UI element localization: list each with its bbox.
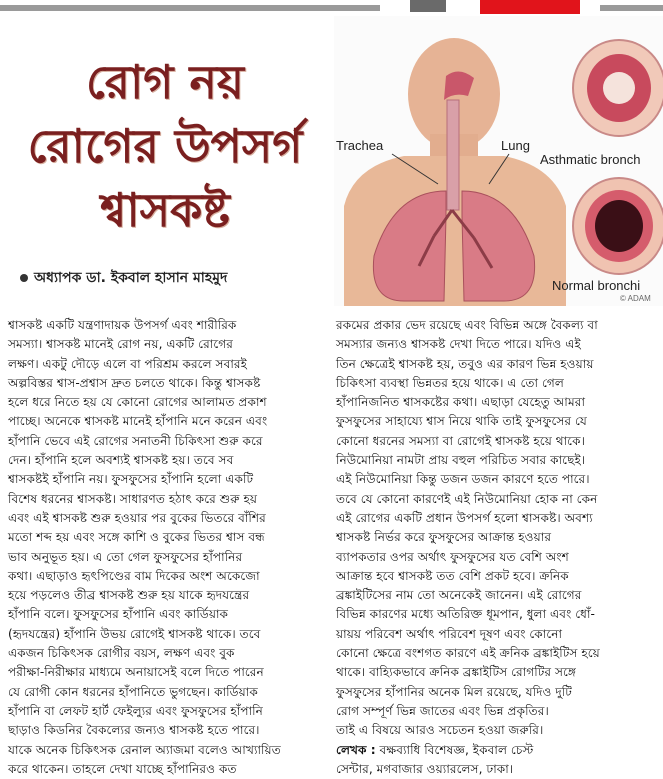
headline [0, 50, 330, 242]
page-number-block [410, 0, 446, 12]
body-line: কোনো ধরনের সমস্যা বা রোগেই শ্বাসকষ্ট হয়ে থাকে। [336, 433, 585, 448]
body-line: মতো শব্দ হয় এবং সঙ্গে কাশি ও বুকের ভিতর শ্বাস বন্ধ [8, 530, 265, 545]
body-line: তবে যে কোনো কারণেই এই নিউমোনিয়া হোক না কেন [336, 491, 598, 506]
body-line: যাকে অনেক চিকিৎসক রেনাল অ্যাজমা বলেও আখ্যায়িত [8, 742, 281, 757]
top-decorative-bar [0, 0, 663, 16]
body-line: শ্বাসকষ্ট নির্ভর করে ফুসফুসের আক্রান্ত হওয়ার [336, 530, 552, 545]
body-line: পরীক্ষা-নিরীক্ষার মাধ্যমে অনায়াসেই বলে দিতে পারেন [8, 665, 264, 680]
body-column-right [336, 316, 658, 779]
body-line: বিশেষ ধরনের শ্বাসকষ্ট। সাধারণত হঠাৎ করে শুরু হয় [8, 491, 258, 506]
author-note-line-1 [336, 741, 658, 760]
label-lung: Lung [501, 138, 530, 153]
body-line: তাই এ বিষয়ে আরও সচেতন হওয়া জরুরি। [336, 723, 544, 738]
top-stripe-right [600, 5, 663, 11]
body-line: পাচ্ছে। অনেকে শ্বাসকষ্ট মানেই হাঁপানি মনে করেন এবং [8, 414, 268, 429]
body-line: হাঁপানি ভেবে এই রোগের সনাতনী চিকিৎসা শুরু করে [8, 433, 263, 448]
body-line: করে থাকেন। তাহলে দেখা যাচ্ছে হাঁপানিরও কত [8, 761, 237, 776]
label-normal-bronchi: Normal bronchi [552, 278, 641, 293]
body-line: কোনো ক্ষেত্রে বংশগত কারণে এই ক্রনিক ব্রঙ্কাইটিস হয়ে [336, 646, 600, 661]
body-line: য়ায়য় পরিবেশ অর্থাৎ পরিবেশ দূষণ এবং কোনো [336, 626, 563, 641]
body-line: যে রোগী কোন ধরনের হাঁপানিতে ভুগছেন। কার্ডিয়াক [8, 684, 258, 699]
body-line: হয়ে পড়লেও তীব্র শ্বাসকষ্ট শুরু হয় যাকে হৃদযন্ত্রের [8, 588, 250, 603]
body-line: থাকে। বাহ্যিকভাবে ক্রনিক ব্রঙ্কাইটিস রোগটির সঙ্গে [336, 665, 576, 680]
body-line: নিউমোনিয়া নামটা প্রায় বহুল পরিচিত সবার কাছেই। [336, 453, 586, 468]
body-line: ব্যাপকতার ওপর অর্থাৎ ফুসফুসের যত বেশি অংশ [336, 549, 569, 564]
author-name: অধ্যাপক ডা. ইকবাল হাসান মাহমুদ [34, 270, 228, 286]
body-line: একজন চিকিৎসক রোগীর বয়স, লক্ষণ এবং বুক [8, 646, 235, 661]
body-line: কথা। এছাড়াও হৃৎপিণ্ডের বাম দিকের অংশ অকেজো [8, 568, 260, 583]
body-line: সমস্যা। শ্বাসকষ্ট মানেই রোগ নয়, একটি রোগের [8, 337, 233, 352]
body-line: ভাব অনুভূত হয়। এ তো গেল ফুসফুসের হাঁপানির [8, 549, 243, 564]
body-line: হাঁপানি বলে। ফুসফুসের হাঁপানি এবং কার্ডিয়াক [8, 607, 229, 622]
body-line: আক্রান্ত হবে শ্বাসকষ্ট তত বেশি প্রকট হবে। ক্রনিক [336, 568, 569, 583]
top-stripe-left [0, 5, 380, 11]
body-line: লক্ষণ। একটু দৌড়ে এলে বা পরিশ্রম করলে সবারই [8, 356, 247, 371]
body-line: ব্রঙ্কাইটিসের নাম তো অনেকেই জানেন। এই রোগের [336, 588, 582, 603]
body-line: (হৃদযন্ত্রের) হাঁপানি উভয় রোগেই শ্বাসকষ্ট থাকে। তবে [8, 626, 261, 641]
bullet-icon [20, 274, 28, 282]
body-line: শ্বাসকষ্ট একটি যন্ত্রণাদায়ক উপসর্গ এবং শারীরিক [8, 318, 237, 332]
headline-line-2: রোগের উপসর্গ [27, 119, 303, 173]
label-trachea: Trachea [336, 138, 384, 153]
body-line: রকমের প্রকার ভেদ রয়েছে এবং বিভিন্ন অঙ্গে বৈকল্য বা [336, 318, 598, 332]
author-note-text: বক্ষব্যাধি বিশেষজ্ঞ, ইকবাল চেস্ট [375, 742, 534, 757]
headline-line-1: রোগ নয় [85, 55, 245, 109]
image-credit: © ADAM [620, 294, 651, 303]
body-line: হলে ধরে নিতে হয় যে কোনো রোগের আলামত প্রকাশ [8, 395, 267, 410]
author-note-label: লেখক : [336, 742, 376, 757]
body-line: সমস্যার জন্যও শ্বাসকষ্ট দেখা দিতে পারে। যদিও এই [336, 337, 581, 352]
body-line: শ্বাসকষ্টই হাঁপানি নয়। ফুসফুসের হাঁপানি হলো একটি [8, 472, 254, 487]
label-asthmatic-bronchi: Asthmatic bronch [540, 152, 641, 167]
body-line: অল্পবিস্তর শ্বাস-প্রশ্বাস দ্রুত চলতে থাকে। কিন্তু শ্বাসকষ্ট [8, 375, 261, 390]
body-line: হাঁপানি বা লেফট হার্ট ফেইল্যুর এবং ফুসফুসের হাঁপানি [8, 703, 263, 718]
body-line: চিকিৎসা ব্যবস্থা ভিন্নতর হয়ে থাকে। এ তো গেল [336, 375, 564, 390]
body-line: বিভিন্ন কারণের মধ্যে অতিরিক্ত ধূমপান, ধুলা এবং ধোঁ- [336, 607, 595, 622]
body-line: রোগ সম্পূর্ণ ভিন্ন জাতের এবং ভিন্ন প্রকৃতির। [336, 703, 549, 718]
headline-line-3: শ্বাসকষ্ট [100, 183, 230, 237]
body-line: এবং এই শ্বাসকষ্ট শুরু হওয়ার পর বুকের ভিতরে বাঁশির [8, 510, 266, 525]
body-line: এই নিউমোনিয়া কিন্তু ডজন ডজন কারণে হতে পারে। [336, 472, 590, 487]
author-note-line-2: সেন্টার, মগবাজার ওয়্যারলেস, ঢাকা। [336, 761, 514, 776]
body-line: ফুসফুসের হাঁপানির অনেক মিল রয়েছে, যদিও দুটি [336, 684, 572, 699]
body-line: দেন। হাঁপানি হলে অবশ্যই শ্বাসকষ্ট হয়। তবে সব [8, 453, 234, 468]
byline [20, 266, 227, 290]
body-line: এই রোগের একটি প্রধান উপসর্গ হলো শ্বাসকষ্ট। অবশ্য [336, 510, 593, 525]
body-line: ছাড়াও কিডনির বৈকল্যের জন্যও শ্বাসকষ্ট হতে পারে। [8, 723, 260, 738]
body-line: হাঁপানিজনিত শ্বাসকষ্টের কথা। এছাড়া যেহেতু আমরা [336, 395, 586, 410]
respiratory-illustration [334, 16, 663, 306]
section-color-block [480, 0, 580, 14]
body-line: ফুসফুসের সাহায্যে শ্বাস নিয়ে থাকি তাই ফুসফুসের যে [336, 414, 587, 429]
body-line: তিন ক্ষেত্রেই শ্বাসকষ্ট হয়, তবুও এর কারণ ভিন্ন হওয়ায় [336, 356, 594, 371]
body-column-left [8, 316, 326, 779]
